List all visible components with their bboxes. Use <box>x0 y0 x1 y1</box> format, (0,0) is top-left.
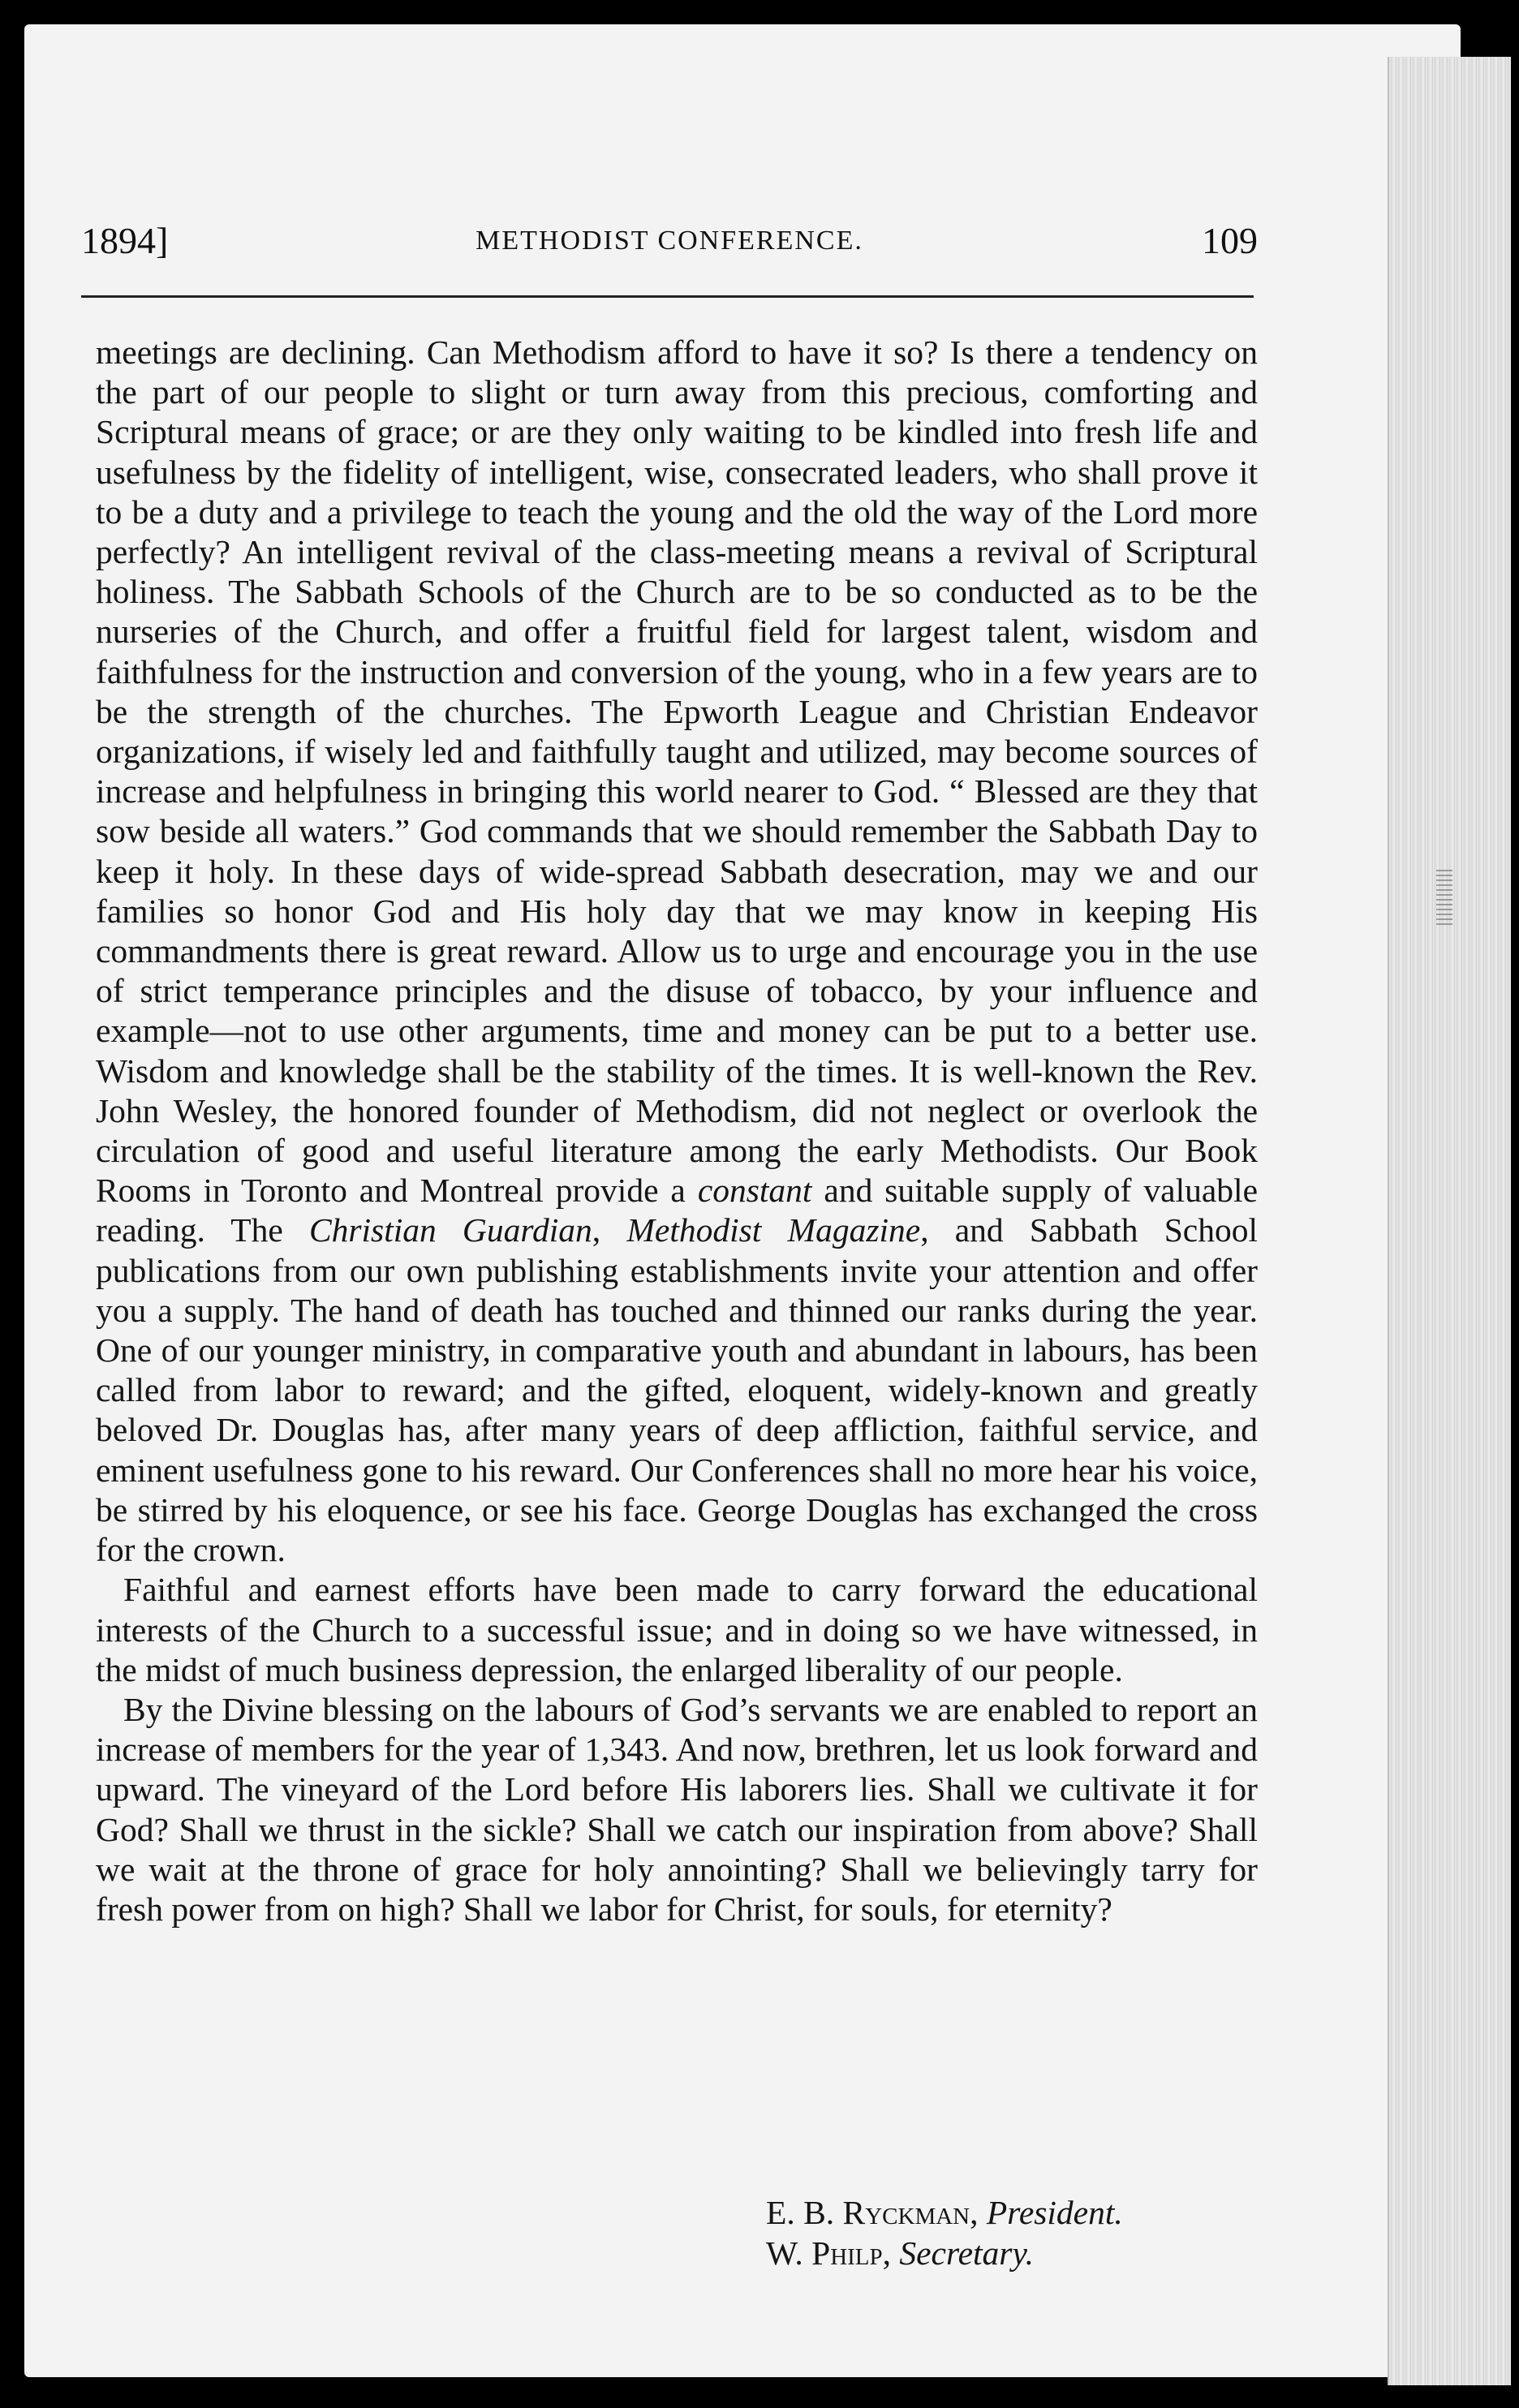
signature-name: E. B. Ryckman, <box>766 2194 979 2231</box>
signature-role: Secretary. <box>899 2234 1034 2272</box>
paragraph-1-part-d: , and Sabbath School publications from our own publishing establishments invite your attention and offer you a supply. The hand of death has touched and thinned our ranks during the year. One of our younger ministry, in comparative youth and abundant in labours, has been called from labor to reward; and the gifted, eloquent, widely-known and greatly beloved Dr. Douglas has, after many years of deep affliction, faithful service, and eminent usefulness gone to his reward. Our Conferences shall no more hear his voice, be stirred by his eloquence, or see his face. George Douglas has exchanged the cross for the crown. <box>96 1211 1258 1569</box>
signature-secretary <box>766 2233 1123 2273</box>
running-header <box>81 219 1258 268</box>
signature-block <box>766 2192 1123 2273</box>
paragraph-1-part-b: and suitable supply of valuable reading. The <box>96 1172 1259 1249</box>
body-text <box>96 333 1258 1929</box>
signature-role: President. <box>986 2194 1123 2231</box>
paragraph-2: Faithful and earnest efforts have been made to carry forward the educational interests of the Church to a successful issue; and in doing so we have witnessed, in the midst of much business depression, the enlarged liberality of our people. <box>96 1571 1258 1688</box>
ink-bleed-mark <box>1436 868 1452 925</box>
header-title: METHODIST CONFERENCE. <box>475 226 863 256</box>
paragraph-1 <box>96 333 1258 1570</box>
header-year: 1894] <box>81 220 169 261</box>
page-edge-stack <box>1388 57 1511 2385</box>
italic-methodist-magazine: Methodist Magazine <box>626 1211 921 1249</box>
signature-name: W. Philp, <box>766 2234 892 2272</box>
page-number: 109 <box>1202 220 1258 261</box>
signature-president <box>766 2192 1123 2233</box>
book-page <box>24 24 1461 2377</box>
paragraph-3: By the Divine blessing on the labours of God’s servants we are enabled to report an increase of members for the year of 1,343. And now, brethren, let us look forward and upward. The vineyard of the Lord before His laborers lies. Shall we cultivate it for God? Shall we thrust in the sickle? Shall we catch our inspiration from above? Shall we wait at the throne of grace for holy annointing? Shall we believingly tarry for fresh power from on high? Shall we labor for Christ, for souls, for eternity? <box>96 1690 1258 1928</box>
paragraph-1-part-c: , <box>592 1211 627 1249</box>
italic-christian-guardian: Christian Guardian <box>308 1211 592 1249</box>
italic-constant: constant <box>697 1172 812 1210</box>
header-rule <box>81 295 1254 298</box>
paragraph-1-part-a: meetings are declining. Can Methodism afford to have it so? Is there a tendency on the part of our people to slight or turn away from this precious, comforting and Scriptural means of grace; or are they only waiting to be kindled into fresh life and usefulness by the fidelity of intelligent, wise, consecrated leaders, who shall prove it to be a duty and a privilege to teach the young and the old the way of the Lord more perfectly? An intelligent revival of the class-meeting means a revival of Scriptural holiness. The Sabbath Schools of the Church are to be so conducted as to be the nurseries of the Church, and offer a fruitful field for largest talent, wisdom and faithfulness for the instruction and conversion of the young, who in a few years are to be the strength of the churches. The Epworth League and Christian Endeavor organizations, if wisely led and faithfully taught and utilized, may become sources of increase and helpfulness in bringing this world nearer to God. “ Blessed are they that sow beside all waters.” God commands that we should remember the Sabbath Day to keep it holy. In these days of wide-spread Sabbath desecration, may we and our families so honor God and His holy day that we may know in keeping His commandments there is great reward. Allow us to urge and encourage you in the use of strict temperance principles and the disuse of tobacco, by your influence and example—not to use other arguments, time and money can be put to a better use. Wisdom and knowledge shall be the stability of the times. It is well-known the Rev. John Wesley, the honored founder of Methodism, did not neglect or overlook the circulation of good and useful literature among the early Methodists. Our Book Rooms in Toronto and Montreal provide a <box>96 333 1258 1210</box>
